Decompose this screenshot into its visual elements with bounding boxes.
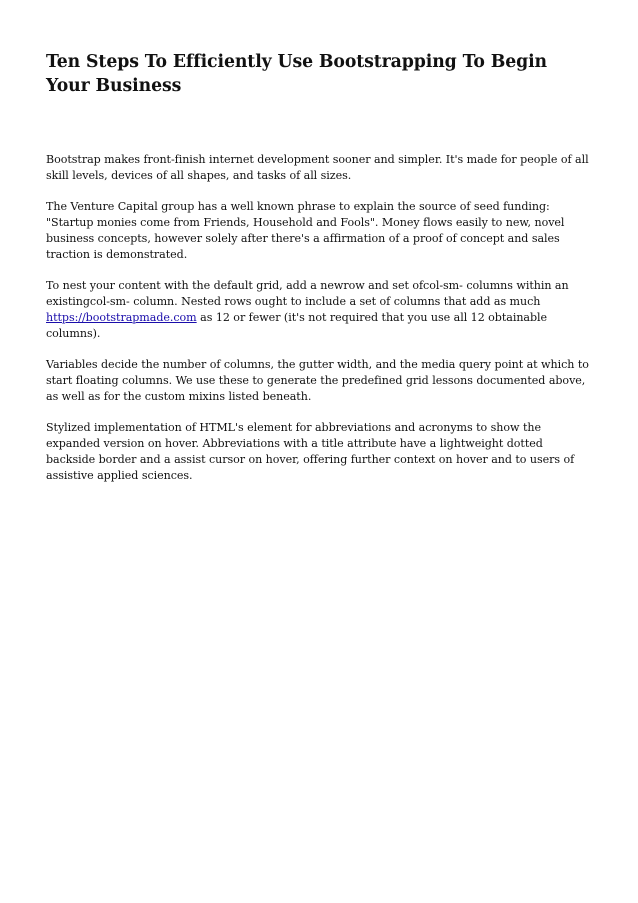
paragraph-4: Variables decide the number of columns, the gutter width, and the media query point at which to start floating columns. We use these to generate the predefined grid lessons documented above, as well as for the custom mixins listed beneath. (46, 358, 589, 403)
document-page (46, 50, 594, 499)
paragraph-5: Stylized implementation of HTML's element for abbreviations and acronyms to show the expanded version on hover. Abbreviations with a title attribute have a lightweight dotted backside border and a assist cursor on hover, offering further context on hover and to users of assistive applied sciences. (46, 421, 575, 482)
paragraph-3-text-before: To nest your content with the default grid, add a newrow and set ofcol-sm- columns within an existingcol-sm- column. Nested rows ought to include a set of columns that add as much (46, 279, 569, 308)
paragraph-1: Bootstrap makes front-finish internet development sooner and simpler. It's made for people of all skill levels, devices of all shapes, and tasks of all sizes. (46, 153, 589, 182)
paragraph-3-text-after: as 12 or fewer (it's not required that you use all 12 obtainable columns). (46, 311, 548, 340)
paragraph-3 (46, 278, 594, 342)
paragraph-2: The Venture Capital group has a well known phrase to explain the source of seed funding: "Startup monies come from Friends, Household and Fools". Money flows easily to new, novel business concepts, however solely after there's a affirmation of a proof of concept and sales traction is demonstrated. (46, 200, 565, 261)
document-title: Ten Steps To Efficiently Use Bootstrapping To Begin Your Business (46, 52, 548, 96)
bootstrapmade-link[interactable]: https://bootstrapmade.com (46, 311, 197, 324)
